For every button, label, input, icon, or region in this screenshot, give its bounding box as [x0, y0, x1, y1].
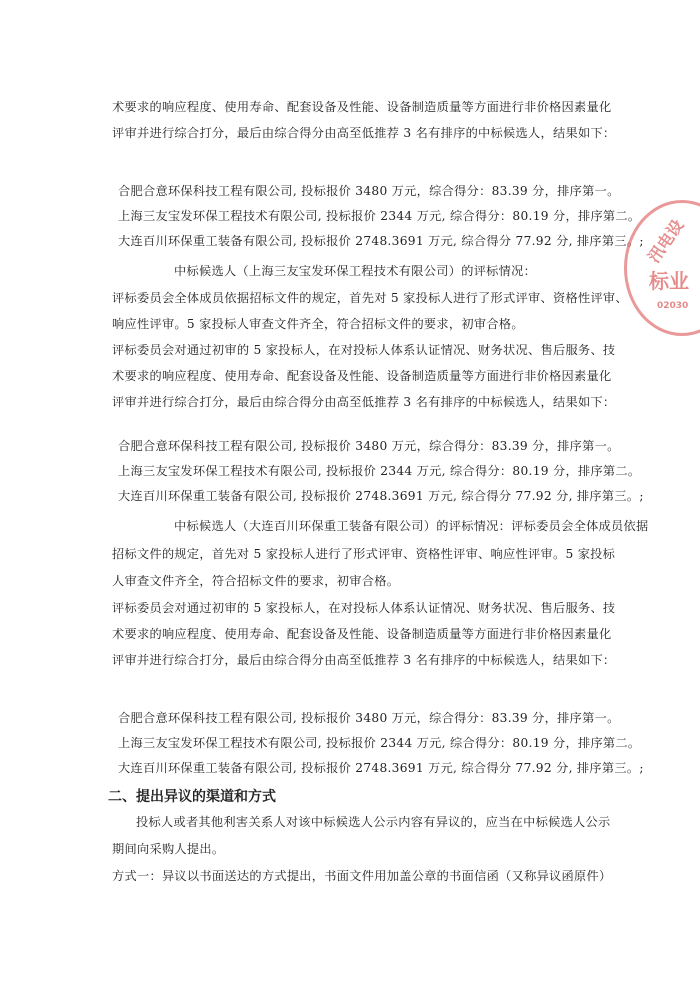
text-line: 投标人或者其他利害关系人对该中标候选人公示内容有异议的，应当在中标候选人公示: [136, 815, 611, 829]
candidate-result-line: 大连百川环保重工装备有限公司, 投标报价 2748.3691 万元, 综合得分 77.92 分, 排序第三。;: [118, 489, 644, 503]
text-line: 评审并进行综合打分，最后由综合得分由高至低推荐 3 名有排序的中标候选人，结果如下：: [112, 126, 616, 140]
text-line: 评审并进行综合打分，最后由综合得分由高至低推荐 3 名有排序的中标候选人，结果如下：: [112, 395, 616, 409]
text-line: 评审并进行综合打分，最后由综合得分由高至低推荐 3 名有排序的中标候选人，结果如下：: [112, 653, 616, 667]
text-line: 评标委员会对通过初审的 5 家投标人，在对投标人体系认证情况、财务状况、售后服务、技: [112, 343, 616, 357]
text-line: 术要求的响应程度、使用寿命、配套设备及性能、设备制造质量等方面进行非价格因素量化: [112, 369, 612, 383]
stamp-text: 02030: [657, 301, 689, 311]
text-line: 方式一：异议以书面送达的方式提出，书面文件用加盖公章的书面信函（又称异议函原件）: [112, 869, 612, 883]
text-line: 评标委员会对通过初审的 5 家投标人，在对投标人体系认证情况、财务状况、售后服务、技: [112, 601, 616, 615]
candidate-result-line: 合肥合意环保科技工程有限公司, 投标报价 3480 万元，综合得分：83.39 分，排序第一。: [118, 439, 620, 453]
text-line: 期间向采购人提出。: [112, 842, 225, 856]
text-line: 评标委员会全体成员依据招标文件的规定，首先对 5 家投标人进行了形式评审、资格性评审、: [112, 291, 628, 305]
candidate-result-line: 上海三友宝发环保工程技术有限公司, 投标报价 2344 万元, 综合得分：80.19 分，排序第二。: [118, 464, 641, 478]
section-subtitle: 中标候选人（上海三友宝发环保工程技术有限公司）的评标情况：: [174, 264, 537, 278]
text-line: 术要求的响应程度、使用寿命、配套设备及性能、设备制造质量等方面进行非价格因素量化: [112, 627, 612, 641]
text-line: 招标文件的规定，首先对 5 家投标人进行了形式评审、资格性评审、响应性评审。5 家投标: [112, 547, 616, 561]
candidate-result-line: 大连百川环保重工装备有限公司, 投标报价 2748.3691 万元, 综合得分 77.92 分, 排序第三。;: [118, 761, 644, 775]
text-line: 人审查文件齐全，符合招标文件的要求，初审合格。: [112, 574, 400, 588]
text-line: 响应性评审。5 家投标人审查文件齐全，符合招标文件的要求，初审合格。: [112, 317, 524, 331]
candidate-result-line: 大连百川环保重工装备有限公司, 投标报价 2748.3691 万元, 综合得分 77.92 分, 排序第三。;: [118, 234, 644, 248]
stamp-text: 汛电设: [644, 215, 688, 267]
stamp-text: 标业: [649, 269, 689, 293]
section-subtitle: 中标候选人（大连百川环保重工装备有限公司）的评标情况：评标委员会全体成员依据: [174, 519, 649, 533]
section-heading: 二、提出异议的渠道和方式: [108, 789, 276, 805]
candidate-result-line: 上海三友宝发环保工程技术有限公司, 投标报价 2344 万元, 综合得分：80.19 分，排序第二。: [118, 209, 641, 223]
candidate-result-line: 合肥合意环保科技工程有限公司, 投标报价 3480 万元，综合得分：83.39 分，排序第一。: [118, 711, 620, 725]
text-line: 术要求的响应程度、使用寿命、配套设备及性能、设备制造质量等方面进行非价格因素量化: [112, 100, 612, 114]
candidate-result-line: 合肥合意环保科技工程有限公司, 投标报价 3480 万元，综合得分：83.39 分，排序第一。: [118, 184, 620, 198]
candidate-result-line: 上海三友宝发环保工程技术有限公司, 投标报价 2344 万元, 综合得分：80.19 分，排序第二。: [118, 736, 641, 750]
